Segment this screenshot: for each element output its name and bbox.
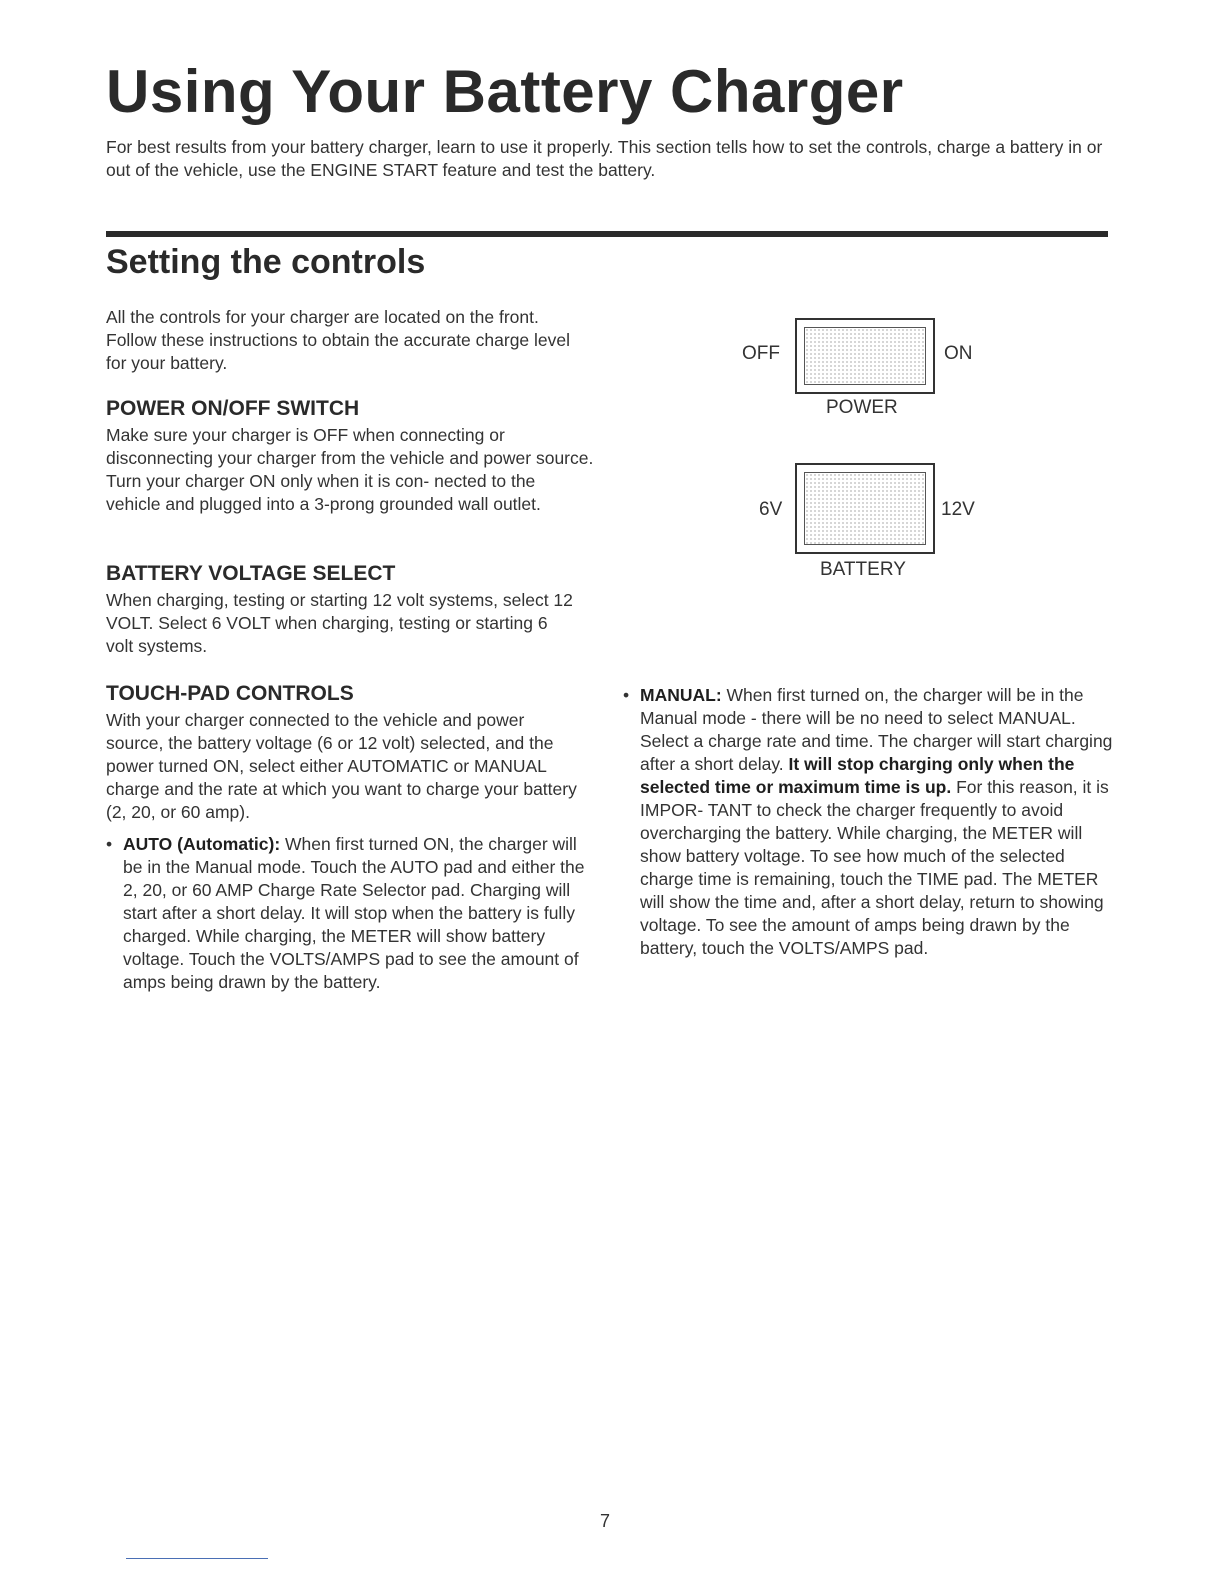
battery-switch-rocker — [804, 472, 926, 545]
bullet-dot: • — [623, 685, 630, 705]
power-switch-text: Make sure your charger is OFF when connecting or disconnecting your charger from the vehicle and power source. Turn your charger ON only when it is con- nected to the vehicle and plugged into a 3-prong grounded wall outlet. — [106, 425, 594, 514]
page-number: 7 — [600, 1511, 611, 1531]
power-switch — [795, 318, 935, 394]
section-intro: All the controls for your charger are located on the front. Follow these instructions to obtain the accurate charge level for your battery. — [106, 307, 571, 373]
power-on-label: ON — [944, 343, 973, 364]
power-switch-heading: POWER ON/OFF SWITCH — [106, 397, 360, 420]
page-intro: For best results from your battery charger, learn to use it properly. This section tells how to set the controls, charge a battery in or out of the vehicle, use the ENGINE START feature and test the battery. — [106, 137, 1103, 180]
manual-bullet-item — [623, 684, 1122, 960]
section-divider — [106, 231, 1108, 237]
section-title: Setting the controls — [106, 243, 426, 281]
page-title: Using Your Battery Charger — [106, 58, 904, 125]
battery-switch — [795, 463, 935, 554]
battery-caption: BATTERY — [820, 559, 906, 580]
manual-text-1: When first turned on, the charger will be in the Manual mode - there will be no need to select MANUAL. Select a charge rate and time. The charger will start charging after a short delay. — [640, 685, 1113, 774]
power-caption: POWER — [826, 397, 898, 418]
manual-bold-text: It will stop charging only when the selected time or maximum time is up. — [640, 754, 1075, 797]
manual-text-2: For this reason, it is IMPOR- TANT to check the charger frequently to avoid overcharging the battery. While charging, the METER will show battery voltage. To see how much of the selected charge time is remaining, touch the TIME pad. The METER will show the time and, after a short delay, return to showing voltage. To see the amount of amps being drawn by the battery, touch the VOLTS/AMPS pad. — [640, 777, 1109, 958]
power-off-label: OFF — [742, 343, 780, 364]
power-switch-rocker — [804, 327, 926, 385]
auto-label: AUTO (Automatic): — [123, 834, 281, 854]
battery-6v-label: 6V — [759, 499, 783, 520]
footer-rule — [126, 1558, 268, 1559]
voltage-select-text: When charging, testing or starting 12 volt systems, select 12 VOLT. Select 6 VOLT when charging, testing or starting 6 volt systems. — [106, 590, 573, 656]
voltage-select-heading: BATTERY VOLTAGE SELECT — [106, 562, 396, 585]
touch-pad-heading: TOUCH-PAD CONTROLS — [106, 682, 354, 705]
auto-text: When first turned ON, the charger will be in the Manual mode. Touch the AUTO pad and either the 2, 20, or 60 AMP Charge Rate Selector pad. Charging will start after a short delay. It will stop when the battery is fully charged. While charging, the METER will show battery voltage. Touch the VOLTS/AMPS pad to see the amount of amps being drawn by the battery. — [123, 834, 585, 992]
manual-label: MANUAL: — [640, 685, 722, 705]
touch-pad-text: With your charger connected to the vehicle and power source, the battery voltage (6 or 12 volt) selected, and the power turned ON, select either AUTOMATIC or MANUAL charge and the rate at which you want to charge your battery (2, 20, or 60 amp). — [106, 710, 577, 822]
bullet-dot: • — [106, 834, 113, 854]
battery-12v-label: 12V — [941, 499, 975, 520]
auto-bullet-item — [106, 833, 585, 994]
